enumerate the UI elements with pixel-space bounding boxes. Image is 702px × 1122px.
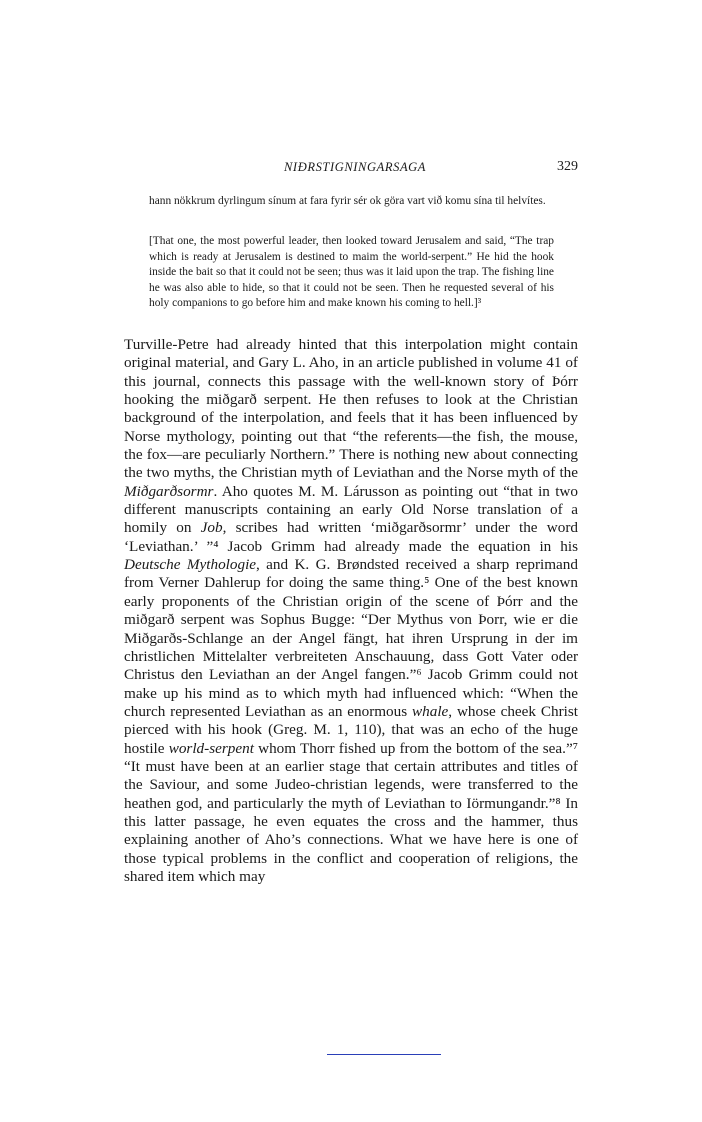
italic-term-world-serpent: world-serpent bbox=[168, 739, 254, 757]
footer-rule bbox=[327, 1054, 441, 1055]
body-text-run: , and K. G. Brøndsted received a sharp reprimand from Verner Dahlerup for doing the same thing.⁵ One of the best known early proponents of the Christian origin of the scene of Þórr and the miðgarð serpent was Sophus Bugge: “Der Mythus von Þorr, wie er die Miðgarðs-Schlange an der Angel fängt, hat ihren Ursprung in der im christlichen Mittelalter verbreiteten Anschauung, dass Gott Vater oder Christus den Leviathan an der Angel fangen.”⁶ Jacob Grimm could not make up his mind as to which myth had influenced which: “When the church represented Leviathan as an enormous bbox=[124, 556, 578, 720]
body-text-run: whom Thorr fished up from the bottom of the sea.”⁷ “It must have been at an earlier stage that certain attributes and titles of the Saviour, and some Judeo-christian legends, were transferred to the heathen god, and particularly the myth of Leviathan to Iörmungandr.”⁸ In this latter passage, he even equates the cross and the hammer, thus explaining another of Aho’s connections. What we have here is one of those typical problems in the conflict and cooperation of religions, the shared item which may bbox=[124, 739, 579, 885]
block-quote-norse bbox=[149, 194, 554, 210]
body-paragraph-text bbox=[124, 336, 578, 886]
body-text-run: , scribes had written ‘miðgarðsormr’ under the word ‘Leviathan.’ ”⁴ Jacob Grimm had already made the equation in his bbox=[124, 519, 578, 555]
quote-norse-text: hann nökkrum dyrlingum sínum at fara fyrir sér ok göra vart við komu sína til helvítes. bbox=[149, 195, 546, 207]
body-paragraph bbox=[124, 336, 578, 886]
italic-term-midgardsormr: Miðgarðsormr bbox=[124, 482, 214, 500]
quote-translation-text: [That one, the most powerful leader, then looked toward Jerusalem and said, “The trap which is ready at Jerusalem is destined to maim the world-serpent.” He hid the hook inside the bait so that it could not be seen; thus was it laid upon the trap. The fishing line he was also able to hide, so that it could not be seen. Then he requested several of his holy companions to go before him and make known his coming to hell.]³ bbox=[149, 235, 554, 310]
body-text-run: Turville-Petre had already hinted that this interpolation might contain original material, and Gary L. Aho, in an article published in volume 41 of this journal, connects this passage with the well-known story of Þórr hooking the miðgarð serpent. He then refuses to look at the Christian background of the interpolation, and feels that it has been influenced by Norse mythology, pointing out that “the referents—the fish, the mouse, the fox—are peculiarly Northern.” There is nothing new about connecting the two myths, the Christian myth of Leviathan and the Norse myth of the bbox=[124, 336, 578, 482]
italic-title-job: Job bbox=[200, 519, 223, 537]
running-title: NIÐRSTIGNINGARSAGA bbox=[284, 160, 427, 174]
body-text-run: . Aho quotes M. M. Lárusson as pointing out “that in two different manuscripts containing an early Old Norse translation of a homily on bbox=[124, 482, 578, 537]
page-number: 329 bbox=[557, 159, 578, 174]
italic-term-whale: whale bbox=[412, 702, 449, 720]
body-text-run: , whose cheek Christ pierced with his hook (Greg. M. 1, 110), that was an echo of the huge hostile bbox=[124, 702, 578, 757]
italic-title-deutsche-mythologie: Deutsche Mythologie bbox=[124, 556, 257, 574]
block-quote-translation bbox=[149, 234, 554, 312]
running-head bbox=[124, 160, 578, 178]
